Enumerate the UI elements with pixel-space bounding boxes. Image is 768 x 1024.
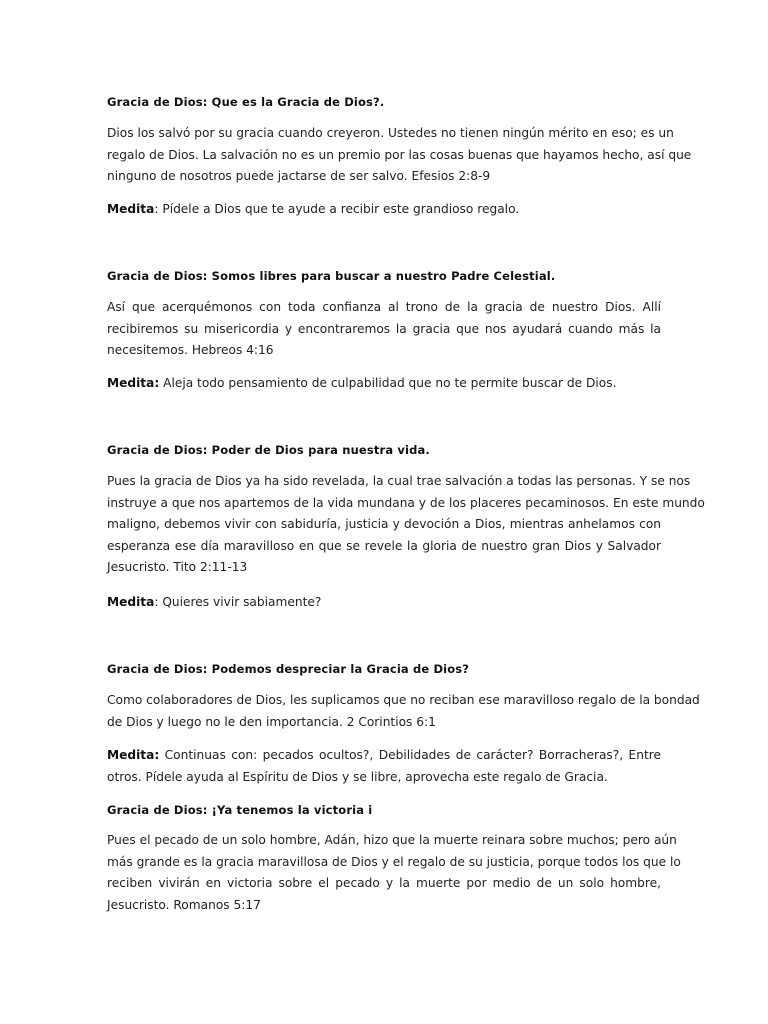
medita-note (107, 592, 661, 614)
body-line: más grande es la gracia maravillosa de Dios y el regalo de su justicia, porque todos los que lo (107, 854, 681, 869)
section-heading: Gracia de Dios: Somos libres para buscar a nuestro Padre Celestial. (107, 269, 556, 283)
section-heading: Gracia de Dios: Poder de Dios para nuestra vida. (107, 443, 430, 457)
section-body (107, 471, 705, 579)
medita-label: Medita: (107, 376, 160, 390)
medita-label: Medita: (107, 748, 160, 762)
body-line: Como colaboradores de Dios, les suplicamos que no reciban ese maravilloso regalo de la bondad (107, 693, 700, 707)
body-line: instruye a que nos apartemos de la vida mundana y de los placeres pecaminosos. En este mundo (107, 495, 705, 510)
medita-note (107, 745, 661, 788)
body-line: Dios los salvó por su gracia cuando creyeron. Ustedes no tienen ningún mérito en eso; es un (107, 126, 674, 140)
body-line: Así que acerquémonos con toda confianza al trono de la gracia de nuestro Dios. Allí (107, 300, 661, 314)
section-heading: Gracia de Dios: Que es la Gracia de Dios?. (107, 95, 385, 109)
body-line: Pues la gracia de Dios ya ha sido revelada, la cual trae salvación a todas las personas. Y se nos (107, 474, 691, 488)
body-line: recibiremos su misericordia y encontraremos la gracia que nos ayudará cuando más la (107, 321, 661, 336)
medita-note (107, 373, 661, 395)
body-line: ninguno de nosotros puede jactarse de ser salvo. Efesios 2:8-9 (107, 169, 491, 183)
body-line: necesitemos. Hebreos 4:16 (107, 343, 274, 357)
medita-text: Aleja todo pensamiento de culpabilidad que no te permite buscar de Dios. (159, 376, 617, 390)
section-heading: Gracia de Dios: Podemos despreciar la Gracia de Dios? (107, 662, 470, 676)
section-body (107, 123, 692, 188)
body-line: Pues el pecado de un solo hombre, Adán, hizo que la muerte reinara sobre muchos; pero aún (107, 833, 677, 847)
body-line: reciben vivirán en victoria sobre el pecado y la muerte por medio de un solo hombre, (107, 876, 661, 890)
medita-text: Continuas con: pecados ocultos?, Debilidades de carácter? Borracheras?, Entre (159, 748, 661, 762)
body-line: regalo de Dios. La salvación no es un premio por las cosas buenas que hayamos hecho, así que (107, 147, 692, 162)
section-body (107, 297, 661, 362)
section-body (107, 690, 700, 733)
body-line: Jesucristo. Romanos 5:17 (107, 897, 261, 912)
body-line: de Dios y luego no le den importancia. 2 Corintios 6:1 (107, 714, 436, 729)
medita-text: : Quieres vivir sabiamente? (154, 595, 322, 609)
section-body (107, 830, 681, 916)
medita-text: : Pídele a Dios que te ayude a recibir este grandioso regalo. (154, 202, 520, 216)
medita-text: otros. Pídele ayuda al Espíritu de Dios y se libre, aprovecha este regalo de Gracia. (107, 769, 608, 784)
body-line: maligno, debemos vivir con sabiduría, justicia y devoción a Dios, mientras anhelamos con (107, 517, 661, 531)
section-heading: Gracia de Dios: ¡Ya tenemos la victoria i (107, 803, 373, 817)
medita-label: Medita (107, 202, 155, 216)
body-line: Jesucristo. Tito 2:11-13 (107, 560, 248, 574)
medita-note (107, 199, 661, 221)
medita-label: Medita (107, 595, 155, 609)
body-line: esperanza ese día maravilloso en que se revele la gloria de nuestro gran Dios y Salvador (107, 538, 661, 553)
